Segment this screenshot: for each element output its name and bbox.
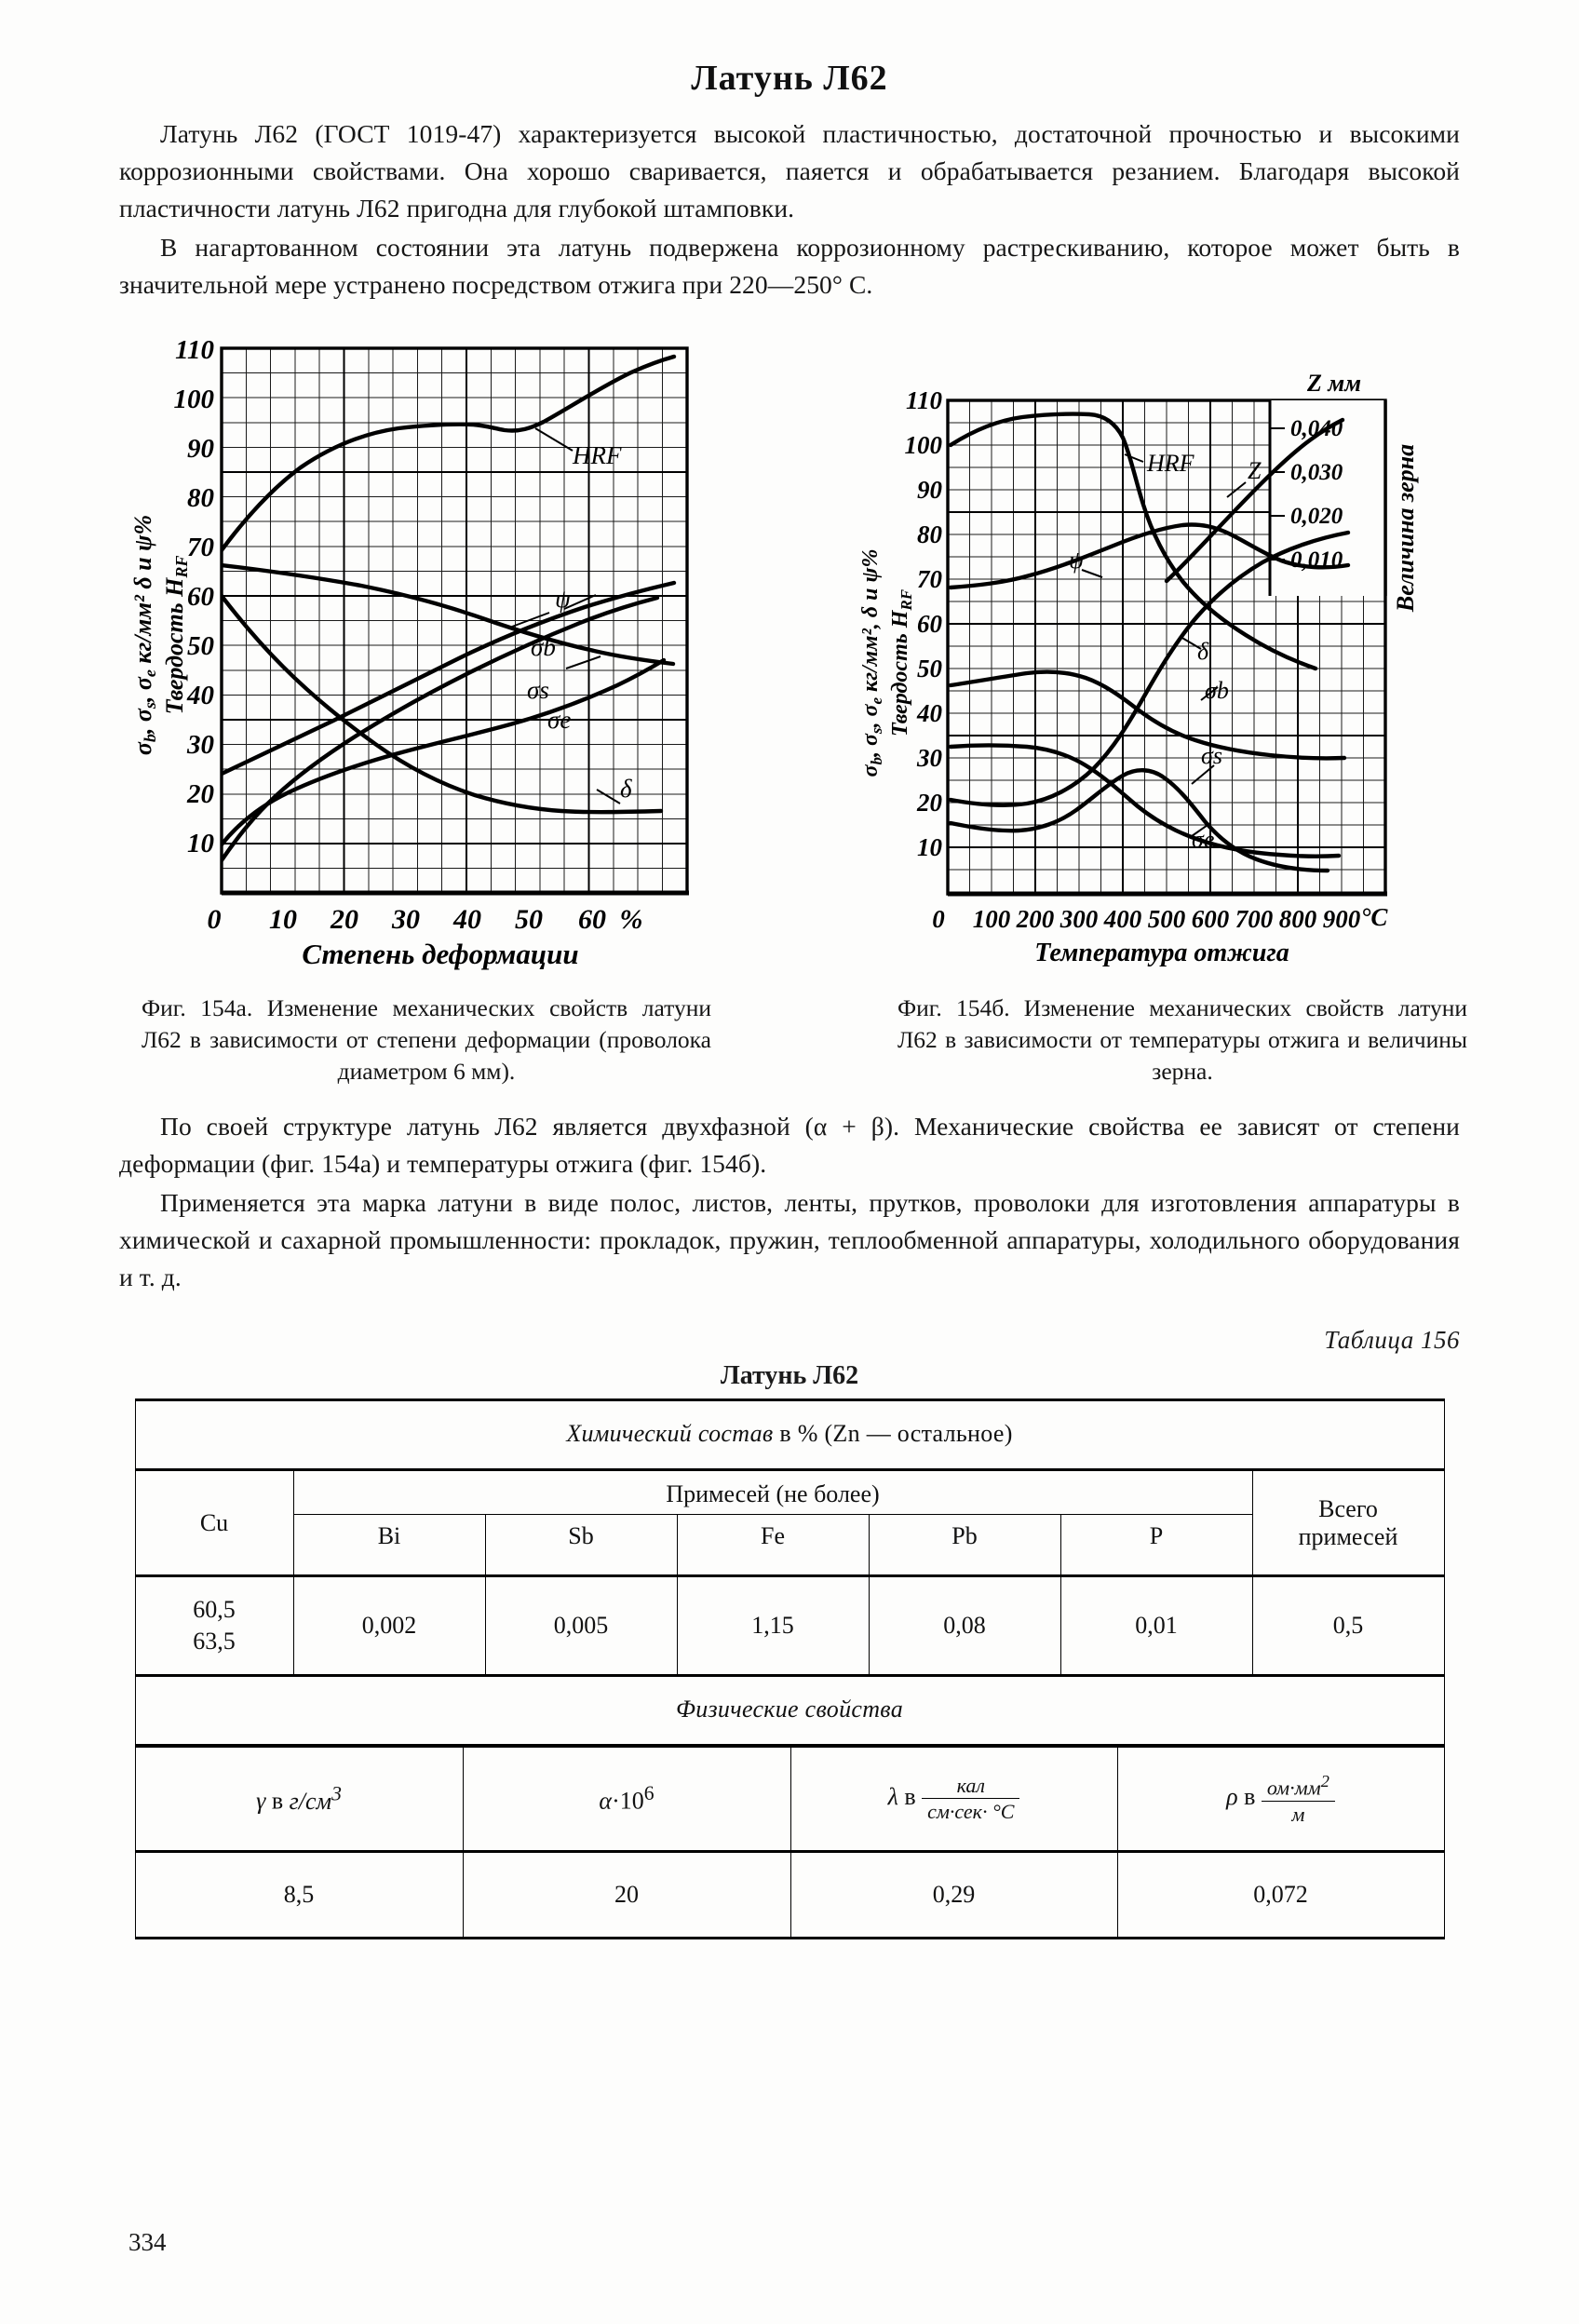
phys-head-gamma-unit: $г/см^3$ [289,1782,342,1815]
svg-text:40: 40 [917,699,942,727]
svg-text:800: 800 [1278,905,1317,933]
figure-154a [110,328,762,980]
svg-text:30: 30 [917,744,942,772]
figures-row [110,328,1478,980]
phys-head-rho: ρ в $\frac{ом\cdot мм^2}{м}$ [1117,1748,1444,1852]
paragraph-4: Применяется эта марка латуни в виде полос, листов, ленты, прутков, проволоки для изготовления аппаратуры в химической и сахарной промышленности: прокладок, пружин, теплообменной аппаратуры, холодильного оборудования и т. д. [119,1188,1460,1291]
figure-154b [845,328,1478,980]
svg-text:20: 20 [917,789,942,817]
svg-text:20: 20 [331,904,358,935]
group-head-impurities: Примесей (не более) [293,1470,1252,1515]
x-ticks-b [932,903,1388,933]
svg-text:40: 40 [187,681,214,710]
intro-text-block [119,115,1460,304]
label-sigmab-a: σb [531,633,556,661]
table-row-phys-values [135,1851,1444,1938]
physical-properties-table [135,1747,1445,1939]
label-delta-a: δ [620,775,632,803]
svg-text:0: 0 [932,905,945,933]
chart-154b [845,328,1478,980]
lambda-fraction: $\frac{\text{кал}}{\text{см·сек· °C}}$ [922,1774,1019,1824]
phys-value-lambda: 0,29 [790,1851,1117,1938]
value-p: 0,01 [1060,1576,1252,1676]
paragraph-3: По своей структуре латунь Л62 является двухфазной (α + β). Механические свойства ее зависят от степени деформации (фиг. 154а) и температуры отжига (фиг. 154б). [119,1112,1460,1178]
paragraph-2: В нагартованном состоянии эта латунь подвержена коррозионному растрескиванию, которое может быть в значительной мере устранено посредством отжига при 220—250° С. [119,233,1460,299]
value-pb: 0,08 [869,1576,1060,1676]
svg-text:10: 10 [917,833,942,861]
svg-text:60: 60 [578,904,606,935]
z-tick-4: 0,010 [1290,547,1343,573]
caption-154a: Фиг. 154а. Изменение механических свойств латуни Л62 в зависимости от степени деформации (проволока диаметром 6 мм). [142,994,711,1085]
caption-154b: Фиг. 154б. Изменение механических свойств латуни Л62 в зависимости от температуры отжига и величины зерна. [897,994,1467,1085]
curve-sigmas-a [222,598,657,860]
svg-text:°C: °C [1360,903,1388,931]
svg-text:30: 30 [187,730,214,760]
label-delta-b: δ [1197,638,1209,665]
z-axis-title: Z мм [1307,370,1362,397]
svg-text:200: 200 [1016,905,1055,933]
chart-154a [110,328,762,980]
table-row-chem-values [135,1576,1444,1676]
svg-text:%: % [619,904,643,935]
x-axis-title-b: Температура отжига [1034,939,1289,967]
phys-value-gamma: 8,5 [135,1851,463,1938]
svg-text:110: 110 [175,335,214,365]
svg-text:10: 10 [269,904,297,935]
svg-text:300: 300 [1059,905,1099,933]
svg-text:110: 110 [905,386,942,414]
x-ticks-a [208,904,643,935]
x-axis-title-a: Степень деформации [302,938,579,970]
composition-table [135,1398,1445,1747]
table-header-row [119,1326,1460,1398]
figure-captions-row [142,993,1467,1088]
svg-text:90: 90 [187,434,214,464]
chem-banner-rest: в % (Zn — остальное) [773,1420,1013,1447]
page-title: Латунь Л62 [691,59,888,98]
svg-text:40: 40 [453,904,481,935]
label-hrf-b: HRF [1147,450,1194,477]
label-sigmas-b: σs [1201,742,1222,769]
svg-text:100: 100 [173,385,214,414]
label-psi-a: ψ [555,585,571,613]
value-total: 0,5 [1252,1576,1444,1676]
label-sigmae-a: σe [547,706,572,734]
svg-text:70: 70 [187,533,214,562]
y-axis-title-b: $\sigma_b$, $\sigma_s$, $\sigma_e$ кг/мм², δ и ψ% [858,548,885,777]
label-hrf-a: HRF [573,441,622,469]
after-figures-text [119,1108,1460,1296]
svg-text:90: 90 [917,476,942,504]
svg-text:50: 50 [515,904,543,935]
label-z-b: Z [1248,457,1262,484]
curve-hrf-b [951,414,1316,669]
col-head-sb: Sb [485,1515,677,1576]
svg-text:20: 20 [187,779,214,809]
table-caption: Латунь Л62 [720,1361,859,1390]
phys-banner: Физические свойства [135,1676,1444,1746]
svg-text:30: 30 [392,904,420,935]
svg-text:700: 700 [1235,905,1274,933]
table-row-chem-banner [135,1400,1444,1470]
table-row-phys-banner [135,1676,1444,1746]
table-row-sub-head [135,1515,1444,1576]
value-bi: 0,002 [293,1576,485,1676]
phys-value-rho: 0,072 [1117,1851,1444,1938]
svg-text:60: 60 [187,582,214,612]
svg-text:600: 600 [1191,905,1230,933]
value-sb: 0,005 [485,1576,677,1676]
total-line-2: примесей [1298,1522,1398,1550]
svg-text:100: 100 [904,431,942,459]
y-axis-title-b2: Твердость $H_{RF}$ [888,588,915,737]
col-head-total [1252,1470,1444,1576]
phys-head-alpha: $\alpha\cdot 10^6$ [463,1748,790,1852]
svg-text:900: 900 [1322,905,1361,933]
svg-text:0: 0 [207,904,222,935]
table-row-phys-heads [135,1748,1444,1852]
page-number: 334 [128,2228,167,2256]
phys-value-alpha: 20 [463,1851,790,1938]
svg-text:10: 10 [187,829,214,858]
phys-head-lambda: λ в $\frac{\text{кал}}{\text{см·сек· °C}}$ [790,1748,1117,1852]
table-row-group-head [135,1470,1444,1515]
svg-text:80: 80 [917,520,942,548]
svg-text:400: 400 [1103,905,1142,933]
svg-text:50: 50 [917,655,942,682]
value-cu [135,1576,293,1676]
cu-line-2: 63,5 [193,1628,236,1655]
svg-text:70: 70 [917,565,942,593]
col-head-p: P [1060,1515,1252,1576]
label-sigmab-b: σb [1205,677,1229,704]
curve-delta-a [222,596,661,812]
paragraph-1: Латунь Л62 (ГОСТ 1019-47) характеризуется высокой пластичностью, достаточной прочностью и высокими коррозионными свойствами. Она хорошо сваривается, паяется и обрабатывается резанием. Благодаря высокой пластичности латунь Л62 пригодна для глубокой штамповки. [119,119,1460,223]
svg-text:500: 500 [1147,905,1186,933]
label-sigmae-b: σe [1192,826,1215,853]
z-tick-3: 0,020 [1290,504,1343,529]
col-head-fe: Fe [677,1515,869,1576]
table-number: Таблица 156 [1324,1326,1460,1354]
chem-banner [135,1400,1444,1470]
total-line-1: Всего [1318,1494,1378,1522]
z-axis-label: Величина зерна [1392,443,1419,613]
label-psi-b: ψ [1069,547,1085,574]
col-head-cu: Cu [135,1470,293,1576]
label-sigmas-a: σs [527,676,549,704]
col-head-pb: Pb [869,1515,1060,1576]
rho-fraction: $\frac{ом\cdot мм^2}{м}$ [1262,1772,1335,1826]
chem-banner-italic: Химический состав [566,1420,774,1447]
value-fe: 1,15 [677,1576,869,1676]
y-axis-title-a2: Твердость HRF [161,555,191,715]
phys-head-gamma: γ в $г/см^3$ [135,1748,463,1852]
chart-154b-svg [845,328,1478,980]
svg-text:100: 100 [972,905,1011,933]
svg-text:50: 50 [187,631,214,661]
y-axis-title-a: σb, σs, σe кг/мм² δ и ψ% [129,514,159,756]
chart-154a-svg [110,328,762,980]
curves-a [222,357,674,860]
col-head-bi: Bi [293,1515,485,1576]
svg-text:80: 80 [187,483,214,513]
z-tick-1: 0,040 [1290,416,1343,441]
z-tick-2: 0,030 [1290,460,1343,485]
svg-text:60: 60 [917,610,942,638]
cu-line-1: 60,5 [193,1596,236,1623]
